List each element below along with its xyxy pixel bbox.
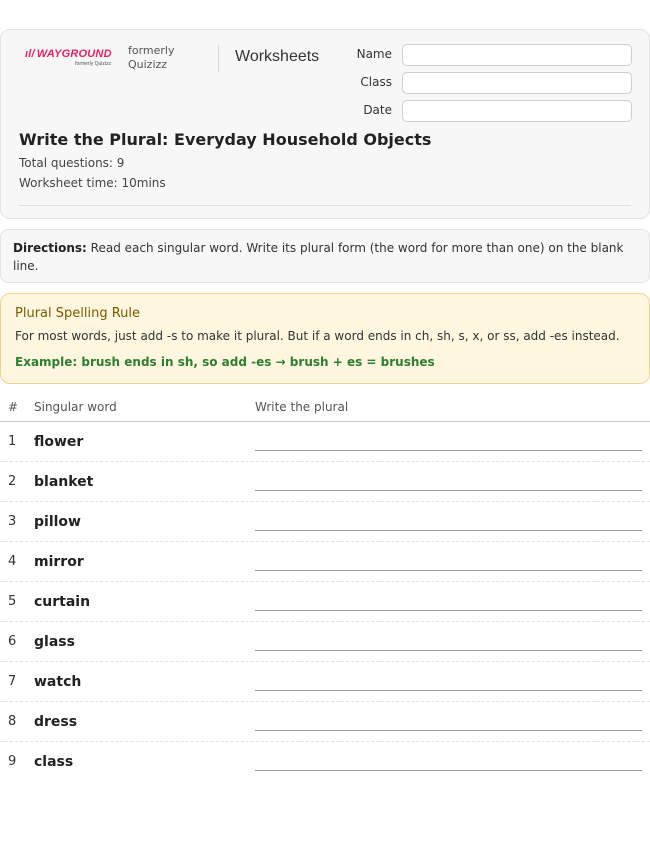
answer-blank[interactable] xyxy=(255,730,642,731)
singular-word: dress xyxy=(34,714,78,730)
singular-word: curtain xyxy=(34,594,91,610)
question-number: 8 xyxy=(8,714,17,729)
header-singular: Singular word xyxy=(34,400,117,414)
brand-mark-icon: ıl/ xyxy=(25,48,35,60)
question-number: 2 xyxy=(8,474,17,489)
answer-blank[interactable] xyxy=(255,610,642,611)
singular-word: glass xyxy=(34,634,75,650)
question-number: 9 xyxy=(8,754,17,769)
directions-text: Read each singular word. Write its plural form (the word for more than one) on the blank line. xyxy=(13,241,624,273)
table-row xyxy=(0,502,650,542)
question-number: 6 xyxy=(8,634,17,649)
brand-name: WAYGROUND xyxy=(36,48,112,60)
answer-blank[interactable] xyxy=(255,690,642,691)
rule-title: Plural Spelling Rule xyxy=(15,306,141,321)
date-field[interactable] xyxy=(402,100,632,122)
header-plural: Write the plural xyxy=(255,400,349,414)
answer-blank[interactable] xyxy=(255,450,642,451)
header-divider xyxy=(218,45,219,72)
singular-word: blanket xyxy=(34,474,94,490)
total-questions: Total questions: 9 xyxy=(19,156,125,170)
singular-word: watch xyxy=(34,674,82,690)
header-num: # xyxy=(8,400,19,414)
singular-word: class xyxy=(34,754,74,770)
table-row xyxy=(0,662,650,702)
rule-example: Example: brush ends in sh, so add -es → brush + es = brushes xyxy=(15,355,435,369)
question-rows xyxy=(0,422,650,782)
brand-subtitle: formerly Quizizz xyxy=(75,61,111,67)
table-row xyxy=(0,582,650,622)
table-row xyxy=(0,622,650,662)
question-number: 4 xyxy=(8,554,17,569)
question-number: 1 xyxy=(8,434,17,449)
answer-blank[interactable] xyxy=(255,530,642,531)
table-row xyxy=(0,462,650,502)
directions-box xyxy=(0,229,650,283)
table-row xyxy=(0,742,650,782)
rule-text: For most words, just add -s to make it plural. But if a word ends in ch, sh, s, x, or ss, add -es instead. xyxy=(15,329,620,343)
brand-logo xyxy=(25,48,113,67)
question-number: 7 xyxy=(8,674,17,689)
answer-blank[interactable] xyxy=(255,490,642,491)
header-rule xyxy=(19,205,631,206)
section-label: Worksheets xyxy=(235,48,320,65)
class-label: Class xyxy=(360,75,392,89)
table-header xyxy=(0,398,650,422)
answer-blank[interactable] xyxy=(255,770,642,771)
class-field[interactable] xyxy=(402,72,632,94)
singular-word: mirror xyxy=(34,554,84,570)
worksheet-header xyxy=(0,29,650,219)
name-field[interactable] xyxy=(402,44,632,66)
worksheet-time: Worksheet time: 10mins xyxy=(19,176,166,190)
singular-word: pillow xyxy=(34,514,81,530)
answer-blank[interactable] xyxy=(255,570,642,571)
question-number: 3 xyxy=(8,514,17,529)
directions-label: Directions: xyxy=(13,241,87,255)
answer-blank[interactable] xyxy=(255,650,642,651)
date-label: Date xyxy=(363,103,392,117)
worksheet-title: Write the Plural: Everyday Household Objects xyxy=(19,130,432,149)
question-number: 5 xyxy=(8,594,17,609)
singular-word: flower xyxy=(34,434,84,450)
table-row xyxy=(0,542,650,582)
table-row xyxy=(0,702,650,742)
formerly-note: formerly Quizizz xyxy=(128,44,175,71)
table-row xyxy=(0,422,650,462)
rule-box xyxy=(0,293,650,384)
name-label: Name xyxy=(356,47,392,61)
